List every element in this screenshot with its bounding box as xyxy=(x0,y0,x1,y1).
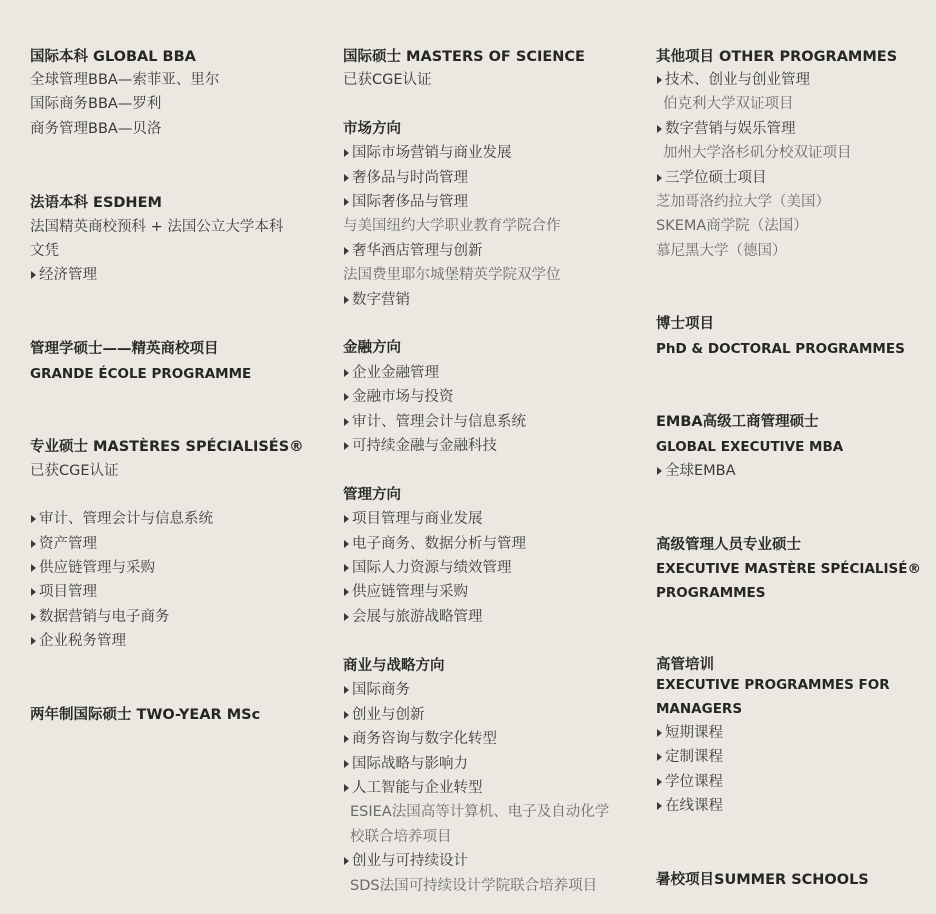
program-bullet-item: 商务咨询与数字化转型 xyxy=(343,729,497,749)
program-bullet-item: 在线课程 xyxy=(656,796,723,816)
section-heading: EXECUTIVE MASTÈRE SPÉCIALISÉ® xyxy=(656,561,921,577)
section-heading: 两年制国际硕士 TWO-YEAR MSc xyxy=(30,707,261,723)
program-bullet-item: 三学位硕士项目 xyxy=(656,168,767,188)
section-heading: 国际本科 GLOBAL BBA xyxy=(30,49,196,65)
section-heading: 其他项目 OTHER PROGRAMMES xyxy=(656,49,898,65)
program-bullet-item: 国际商务 xyxy=(343,680,410,700)
section-heading: 法语本科 ESDHEM xyxy=(30,195,162,211)
section-heading: 高级管理人员专业硕士 xyxy=(656,537,801,553)
program-bullet-item: 创业与可持续设计 xyxy=(343,851,468,871)
program-bullet-item: 国际战略与影响力 xyxy=(343,754,468,774)
program-bullet-item: 国际市场营销与商业发展 xyxy=(343,143,512,163)
program-note: 芝加哥洛约拉大学（美国） xyxy=(656,194,830,210)
program-note: 加州大学洛杉矶分校双证项目 xyxy=(663,145,852,161)
program-bullet-item: 数字营销与娱乐管理 xyxy=(656,119,796,139)
program-bullet-item: 经济管理 xyxy=(30,265,97,285)
program-line: 商务管理BBA—贝洛 xyxy=(30,121,162,137)
subsection-heading: 管理方向 xyxy=(343,487,401,503)
subsection-heading: 市场方向 xyxy=(343,121,401,137)
program-bullet-item: 人工智能与企业转型 xyxy=(343,778,483,798)
program-bullet-item: 项目管理与商业发展 xyxy=(343,509,483,529)
program-line: 国际商务BBA—罗利 xyxy=(30,96,162,112)
program-bullet-item: 电子商务、数据分析与管理 xyxy=(343,534,526,554)
subsection-heading: 金融方向 xyxy=(343,340,401,356)
program-bullet-item: 金融市场与投资 xyxy=(343,387,454,407)
program-bullet-item: 国际奢侈品与管理 xyxy=(343,192,468,212)
program-bullet-item: 审计、管理会计与信息系统 xyxy=(30,509,213,529)
program-note: 法国费里耶尔城堡精英学院双学位 xyxy=(343,267,561,283)
program-line: 已获CGE认证 xyxy=(343,72,432,88)
subsection-heading: 商业与战略方向 xyxy=(343,658,445,674)
section-heading: EMBA高级工商管理硕士 xyxy=(656,414,819,430)
section-heading: 博士项目 xyxy=(656,316,714,332)
section-heading: EXECUTIVE PROGRAMMES FOR xyxy=(656,677,890,693)
column-undergraduate-masters xyxy=(30,0,330,914)
program-bullet-item: 会展与旅游战略管理 xyxy=(343,607,483,627)
program-note: SDS法国可持续设计学院联合培养项目 xyxy=(350,878,598,894)
program-bullet-item: 国际人力资源与绩效管理 xyxy=(343,558,512,578)
section-heading: 高管培训 xyxy=(656,657,714,673)
program-bullet-item: 奢侈品与时尚管理 xyxy=(343,168,468,188)
column-masters-of-science xyxy=(343,0,643,914)
program-note: 伯克利大学双证项目 xyxy=(663,96,794,112)
program-bullet-item: 短期课程 xyxy=(656,723,723,743)
program-line: 全球管理BBA—索菲亚、里尔 xyxy=(30,72,220,88)
program-line: 文凭 xyxy=(30,243,59,259)
section-heading: 管理学硕士——精英商校项目 xyxy=(30,341,219,357)
section-heading: MANAGERS xyxy=(656,701,743,717)
section-heading: GRANDE ÉCOLE PROGRAMME xyxy=(30,366,252,382)
program-line: 法国精英商校预科 + 法国公立大学本科 xyxy=(30,219,284,235)
program-bullet-item: 数字营销 xyxy=(343,290,410,310)
column-other-programmes xyxy=(656,0,936,914)
program-note: SKEMA商学院（法国） xyxy=(656,218,808,234)
program-bullet-item: 学位课程 xyxy=(656,772,723,792)
section-heading: GLOBAL EXECUTIVE MBA xyxy=(656,439,844,455)
program-bullet-item: 奢华酒店管理与创新 xyxy=(343,241,483,261)
program-bullet-item: 全球EMBA xyxy=(656,461,736,481)
program-bullet-item: 供应链管理与采购 xyxy=(343,582,468,602)
section-heading: PhD & DOCTORAL PROGRAMMES xyxy=(656,341,905,357)
program-bullet-item: 项目管理 xyxy=(30,582,97,602)
program-bullet-item: 定制课程 xyxy=(656,747,723,767)
program-bullet-item: 可持续金融与金融科技 xyxy=(343,436,497,456)
program-line: 已获CGE认证 xyxy=(30,463,119,479)
program-bullet-item: 数据营销与电子商务 xyxy=(30,607,170,627)
program-note: 与美国纽约大学职业教育学院合作 xyxy=(343,218,561,234)
program-note: 慕尼黑大学（德国） xyxy=(656,243,787,259)
program-bullet-item: 企业金融管理 xyxy=(343,363,439,383)
program-bullet-item: 企业税务管理 xyxy=(30,631,126,651)
section-heading: 暑校项目SUMMER SCHOOLS xyxy=(656,872,869,888)
program-note: ESIEA法国高等计算机、电子及自动化学 xyxy=(350,804,610,820)
section-heading: 国际硕士 MASTERS OF SCIENCE xyxy=(343,49,585,65)
program-note: 校联合培养项目 xyxy=(350,829,452,845)
program-bullet-item: 创业与创新 xyxy=(343,705,425,725)
section-heading: 专业硕士 MASTÈRES SPÉCIALISÉS® xyxy=(30,439,304,455)
program-bullet-item: 技术、创业与创业管理 xyxy=(656,70,810,90)
program-bullet-item: 资产管理 xyxy=(30,534,97,554)
program-bullet-item: 审计、管理会计与信息系统 xyxy=(343,412,526,432)
section-heading: PROGRAMMES xyxy=(656,585,766,601)
program-bullet-item: 供应链管理与采购 xyxy=(30,558,155,578)
